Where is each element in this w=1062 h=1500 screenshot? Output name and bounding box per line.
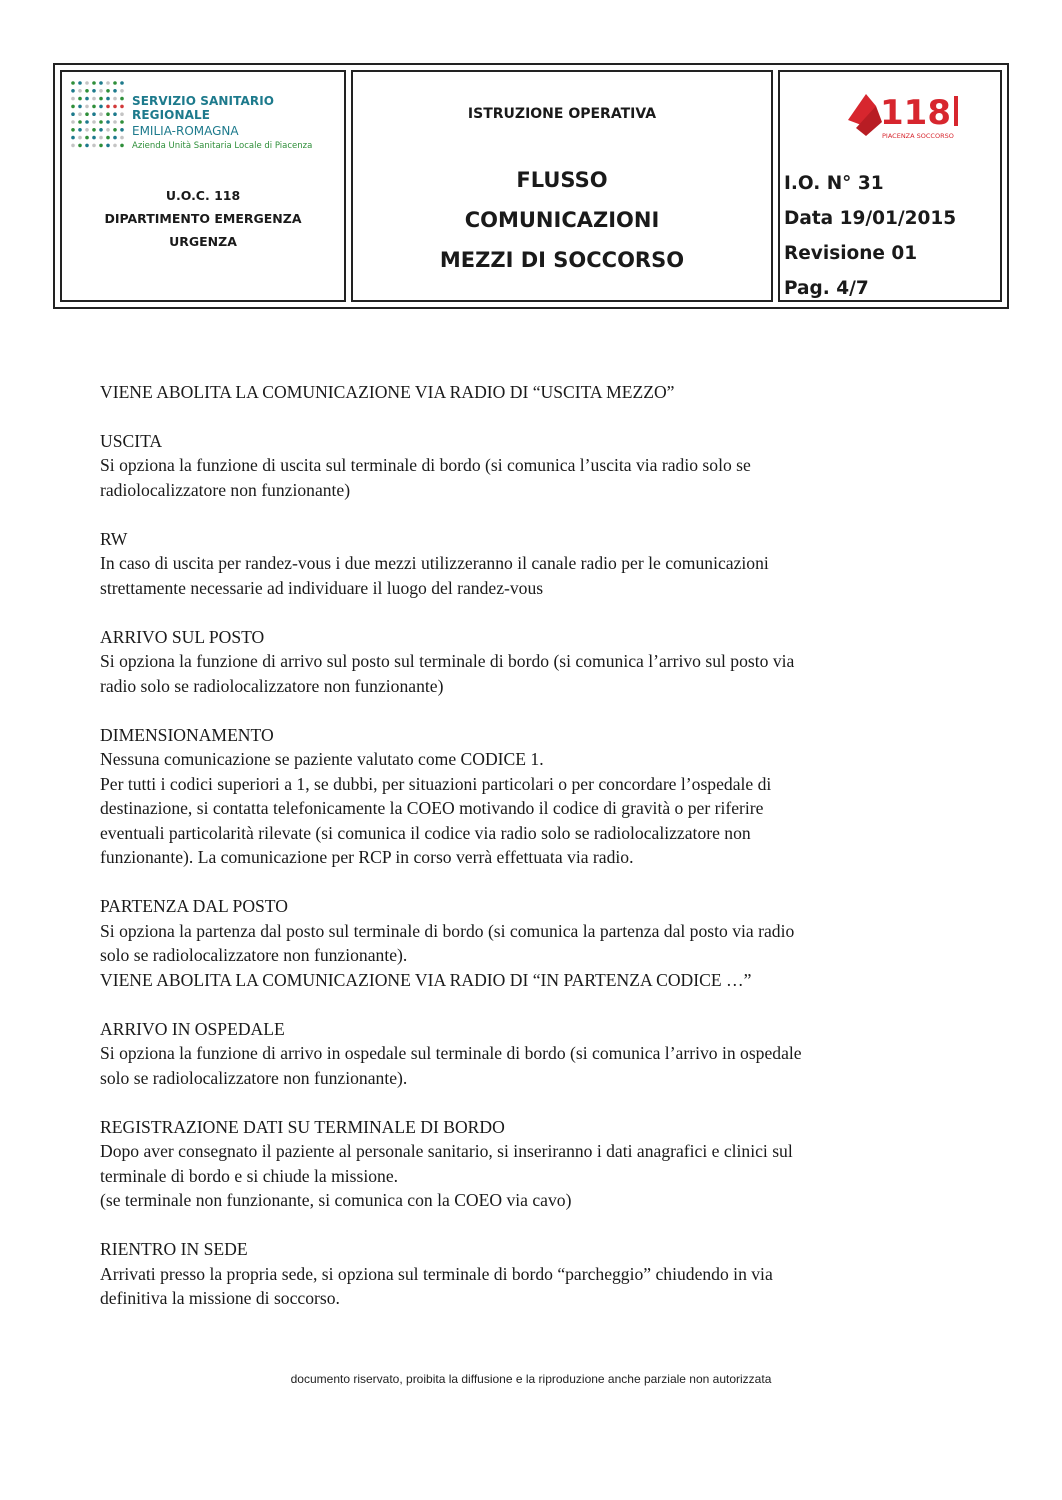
org-region: EMILIA-ROMAGNA (132, 124, 239, 138)
body-headline: VIENE ABOLITA LA COMUNICAZIONE VIA RADIO DI “USCITA MEZZO” (100, 382, 675, 402)
issue-date: Data 19/01/2015 (784, 208, 957, 229)
section-text-line: Si opziona la partenza dal posto sul terminale di bordo (si comunica la partenza dal posto via radio (100, 920, 795, 941)
section-text-line: definitiva la missione di soccorso. (100, 1288, 340, 1308)
section-text-line: radiolocalizzatore non funzionante) (100, 479, 351, 500)
section-block (100, 723, 980, 870)
brand-tagline: PIACENZA SOCCORSO (882, 132, 954, 140)
section-title: PARTENZA DAL POSTO (100, 896, 288, 916)
section-text-line: Arrivati presso la propria sede, si opziona sul terminale di bordo “parcheggio” chiudendo in via (100, 1263, 773, 1284)
section-text-line: Si opziona la funzione di uscita sul terminale di bordo (si comunica l’uscita via radio solo se (100, 455, 751, 475)
io-number: I.O. N° 31 (784, 173, 884, 194)
revision: Revisione 01 (784, 243, 918, 264)
document-header (53, 63, 1009, 309)
section-text-line: Si opziona la funzione di arrivo in ospedale sul terminale di bordo (si comunica l’arrivo in ospedale (100, 1043, 802, 1063)
section-text-line: Dopo aver consegnato il paziente al personale sanitario, si inseriranno i dati anagrafici e clinici sul (100, 1141, 793, 1161)
section-list (100, 429, 980, 1311)
section-title: ARRIVO IN OSPEDALE (100, 1018, 285, 1039)
section-text-line: Si opziona la funzione di arrivo sul posto sul terminale di bordo (si comunica l’arrivo sul posto via (100, 651, 795, 671)
section-title: DIMENSIONAMENTO (100, 724, 274, 745)
org-unit-line: URGENZA (169, 234, 237, 249)
section-text-line: terminale di bordo e si chiude la missione. (100, 1165, 399, 1186)
org-unit (62, 184, 344, 253)
document-title-line: MEZZI DI SOCCORSO (439, 248, 685, 272)
section-text-line: strettamente necessarie ad individuare il luogo del randez-vous (100, 577, 544, 598)
section-title: USCITA (100, 430, 163, 451)
brand-118-logo-icon (842, 84, 964, 142)
instruction-label: ISTRUZIONE OPERATIVA (467, 106, 657, 122)
section-text-line: Nessuna comunicazione se paziente valutato come CODICE 1. (100, 749, 544, 769)
document-title-line: FLUSSO (516, 168, 608, 192)
regional-health-logo-icon (70, 80, 126, 150)
header-org-cell (60, 70, 346, 302)
section-text-line: radio solo se radiolocalizzatore non funzionante) (100, 675, 444, 696)
section-text-line: VIENE ABOLITA LA COMUNICAZIONE VIA RADIO DI “IN PARTENZA CODICE …” (100, 969, 752, 990)
header-title-cell (351, 70, 773, 302)
section-block (100, 1237, 980, 1311)
section-text-line: eventuali particolarità rilevate (si comunica il codice via radio solo se radiolocalizzatore non (100, 822, 751, 843)
brand-number: 118 (880, 93, 951, 133)
org-unit-line: U.O.C. 118 (165, 188, 241, 203)
confidentiality-footer: documento riservato, proibita la diffusione e la riproduzione anche parziale non autorizzata (290, 1372, 772, 1386)
section-title: ARRIVO SUL POSTO (100, 626, 265, 647)
section-title: RW (100, 528, 128, 549)
section-text-line: In caso di uscita per randez-vous i due mezzi utilizzeranno il canale radio per le comunicazioni (100, 553, 769, 573)
org-logo-text (132, 94, 344, 151)
header-meta-cell (778, 70, 1002, 302)
org-agency: Azienda Unità Sanitaria Locale di Piacenza (132, 141, 313, 151)
section-text-line: solo se radiolocalizzatore non funzionante). (100, 945, 408, 965)
section-text-line: destinazione, si contatta telefonicamente la COEO motivando il codice di gravità o per riferire (100, 798, 764, 818)
section-block (100, 625, 980, 699)
document-title (353, 160, 771, 280)
section-block (100, 1115, 980, 1213)
section-block (100, 894, 980, 992)
document-title-line: COMUNICAZIONI (464, 208, 660, 232)
section-block (100, 1017, 980, 1091)
section-text-line: solo se radiolocalizzatore non funzionante). (100, 1067, 408, 1088)
section-block (100, 527, 980, 601)
section-title: REGISTRAZIONE DATI SU TERMINALE DI BORDO (100, 1116, 505, 1137)
section-text-line: funzionante). La comunicazione per RCP in corso verrà effettuata via radio. (100, 847, 634, 867)
section-text-line: (se terminale non funzionante, si comunica con la COEO via cavo) (100, 1190, 572, 1210)
document-meta (784, 166, 956, 306)
section-text-line: Per tutti i codici superiori a 1, se dubbi, per situazioni particolari o per concordare l’ospedale di (100, 773, 772, 794)
section-block (100, 429, 980, 503)
page-number: Pag. 4/7 (784, 278, 869, 299)
document-body (100, 380, 980, 1335)
section-title: RIENTRO IN SEDE (100, 1239, 248, 1259)
org-unit-line: DIPARTIMENTO EMERGENZA (104, 211, 302, 226)
org-name: SERVIZIO SANITARIO REGIONALE (132, 94, 275, 122)
